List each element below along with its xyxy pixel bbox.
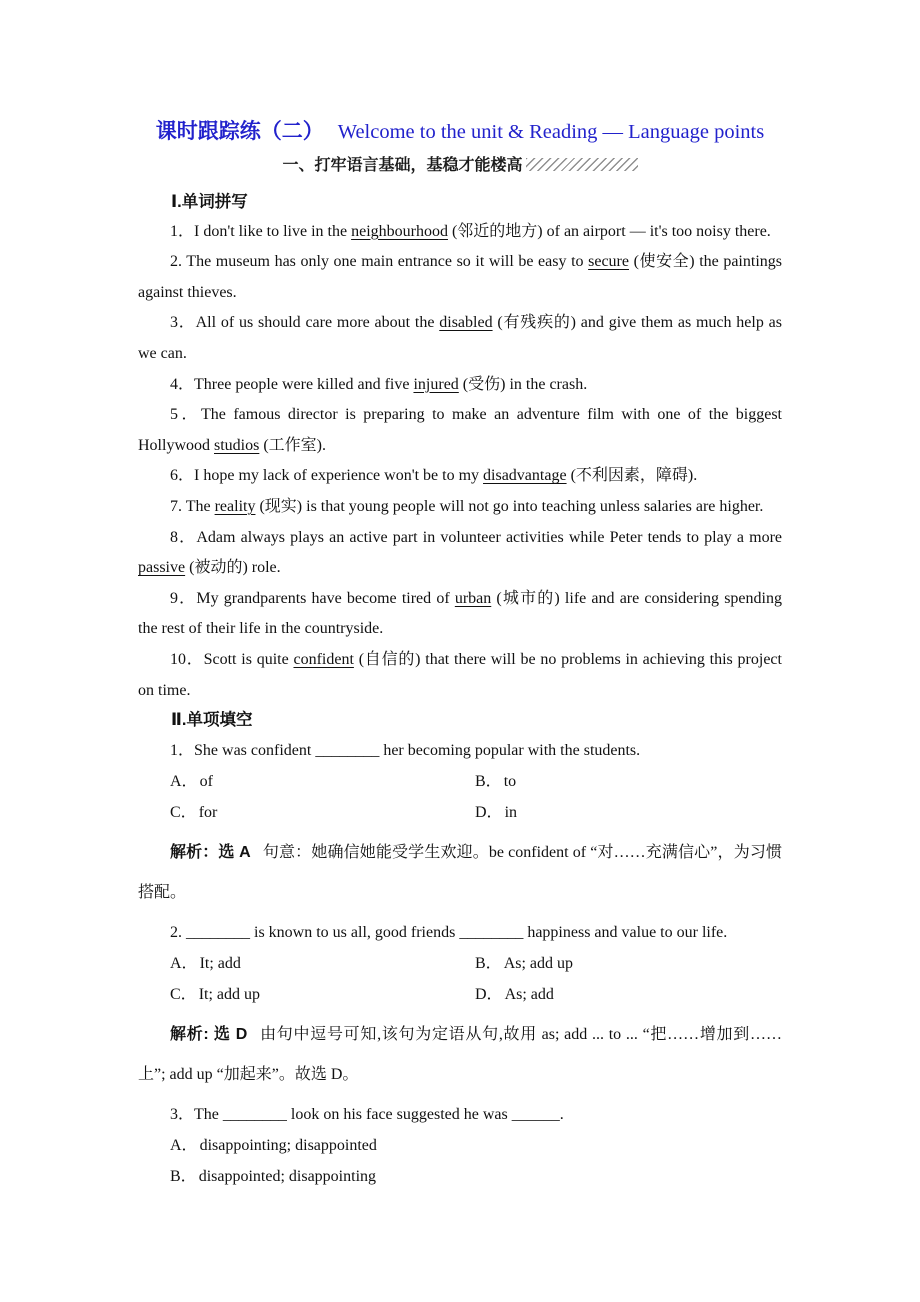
item-text-pre: I hope my lack of experience won't be to my [194, 467, 484, 485]
item-number: 8． [170, 528, 197, 546]
question-3-stem [138, 1099, 782, 1130]
option-a [170, 766, 475, 797]
item-text-pre: The museum has only one main entrance so it will be easy to [182, 253, 589, 271]
word-spelling-item-7 [138, 492, 782, 523]
option-c [170, 979, 475, 1010]
option-text: of [199, 773, 213, 791]
option-a [170, 1130, 782, 1161]
question-2-options [170, 948, 782, 1010]
item-number: 10． [170, 650, 204, 668]
option-letter: D． [475, 804, 503, 822]
item-number: 7. [170, 497, 182, 515]
option-d [475, 797, 782, 828]
item-text-post: (使安全) the paintings against thieves. [138, 253, 782, 301]
question-2-explanation [138, 1015, 782, 1095]
option-text: for [198, 804, 218, 822]
item-number: 6． [170, 467, 195, 485]
word-spelling-item-4 [138, 370, 782, 401]
question-1-options [170, 766, 782, 828]
item-text-post: (现实) is that young people will not go into teaching unless salaries are higher. [255, 497, 764, 515]
option-text: As; add up [503, 955, 574, 973]
hatch-decoration [526, 158, 638, 171]
section-banner [138, 155, 782, 177]
option-letter: D． [475, 986, 503, 1004]
option-text: It; add up [198, 986, 261, 1004]
question-text: She was confident ________ her becoming popular with the students. [194, 742, 641, 760]
question-text: The ________ look on his face suggested he was ______. [194, 1106, 564, 1124]
option-letter: A． [170, 955, 198, 973]
item-text-pre: Three people were killed and five [194, 375, 414, 393]
option-c [170, 797, 475, 828]
item-text-post: (邻近的地方) of an airport — it's too noisy there. [447, 222, 771, 240]
option-letter: A． [170, 773, 198, 791]
question-2-stem [138, 917, 782, 948]
option-letter: B． [475, 773, 502, 791]
question-text: ________ is known to us all, good friends ________ happiness and value to our life. [182, 924, 728, 942]
explanation-label: 解析: 选 D [170, 1026, 248, 1044]
option-text: disappointing; disappointed [199, 1137, 377, 1155]
word-spelling-item-9 [138, 584, 782, 645]
underlined-word: passive [138, 559, 186, 577]
item-text-pre: Scott is quite [203, 650, 294, 668]
option-b [170, 1161, 782, 1192]
section1-heading: Ⅰ.单词拼写 [171, 192, 248, 211]
question-number: 1． [170, 742, 195, 760]
item-number: 9． [170, 589, 197, 607]
section-banner-text: 一、打牢语言基础，基稳才能楼高 [282, 156, 523, 174]
page-title-english: Welcome to the unit & Reading — Language points [337, 121, 765, 143]
option-d [475, 979, 782, 1010]
item-text-post: (城市的) life and are considering spending the rest of their life in the countryside. [138, 589, 782, 638]
option-text: As; add [504, 986, 554, 1004]
word-spelling-item-1 [138, 217, 782, 248]
underlined-word: studios [214, 436, 260, 454]
underlined-word: disabled [439, 314, 493, 332]
explanation-label: 解析：选 A [170, 844, 251, 862]
underlined-word: disadvantage [483, 467, 567, 485]
option-b [475, 948, 782, 979]
question-1-stem [138, 735, 782, 766]
option-text: disappointed; disappointing [198, 1168, 377, 1186]
explanation-text: 由句中逗号可知,该句为定语从句,故用 as; add ... to ... “把……增加到……上”; add up “加起来”。故选 D。 [138, 1026, 782, 1084]
item-number: 2. [170, 253, 182, 271]
option-letter: B． [170, 1168, 197, 1186]
item-number: 3． [170, 314, 196, 332]
underlined-word: confident [293, 650, 354, 668]
option-letter: C． [170, 986, 197, 1004]
item-text-pre: I don't like to live in the [194, 222, 352, 240]
underlined-word: neighbourhood [351, 222, 448, 240]
word-spelling-item-3 [138, 308, 782, 369]
option-letter: C． [170, 804, 197, 822]
item-text-post: (受伤) in the crash. [458, 375, 588, 393]
option-text: in [504, 804, 518, 822]
item-text-pre: The famous director is preparing to make an adventure film with one of the biggest Hollywood [138, 406, 782, 454]
underlined-word: reality [214, 497, 256, 515]
item-number: 1． [170, 222, 195, 240]
underlined-word: urban [454, 589, 492, 607]
option-b [475, 766, 782, 797]
page-title [138, 112, 782, 148]
question-1-explanation [138, 833, 782, 913]
underlined-word: injured [413, 375, 459, 393]
question-3-options [170, 1130, 782, 1192]
section2-heading: Ⅱ.单项填空 [171, 711, 253, 730]
item-text-pre: All of us should care more about the [195, 314, 440, 332]
item-text-post: (不利因素，障碍). [566, 467, 698, 485]
item-text-pre: Adam always plays an active part in volunteer activities while Peter tends to play a more [196, 528, 782, 546]
option-text: to [503, 773, 517, 791]
word-spelling-item-2 [138, 247, 782, 308]
option-letter: B． [475, 955, 502, 973]
item-text-post: (被动的) role. [185, 559, 281, 577]
item-text-post: (自信的) that there will be no problems in achieving this project on time. [138, 650, 782, 699]
item-text-pre: The [182, 497, 215, 515]
option-letter: A． [170, 1137, 198, 1155]
question-number: 2. [170, 924, 182, 942]
word-spelling-item-5 [138, 400, 782, 461]
option-a [170, 948, 475, 979]
word-spelling-item-8 [138, 523, 782, 584]
item-text-post: (有残疾的) and give them as much help as we can. [138, 314, 782, 362]
item-text-post: (工作室). [259, 436, 327, 454]
explanation-text: 句意：她确信她能受学生欢迎。be confident of “对……充满信心”，为习惯搭配。 [138, 844, 782, 902]
option-text: It; add [199, 955, 241, 973]
item-number: 5． [170, 406, 201, 424]
word-spelling-item-10 [138, 645, 782, 706]
page-title-chinese: 课时跟踪练（二） [155, 120, 324, 143]
word-spelling-item-6 [138, 461, 782, 492]
item-text-pre: My grandparents have become tired of [196, 589, 455, 607]
item-number: 4． [170, 375, 195, 393]
underlined-word: secure [588, 253, 629, 271]
question-number: 3． [170, 1106, 195, 1124]
